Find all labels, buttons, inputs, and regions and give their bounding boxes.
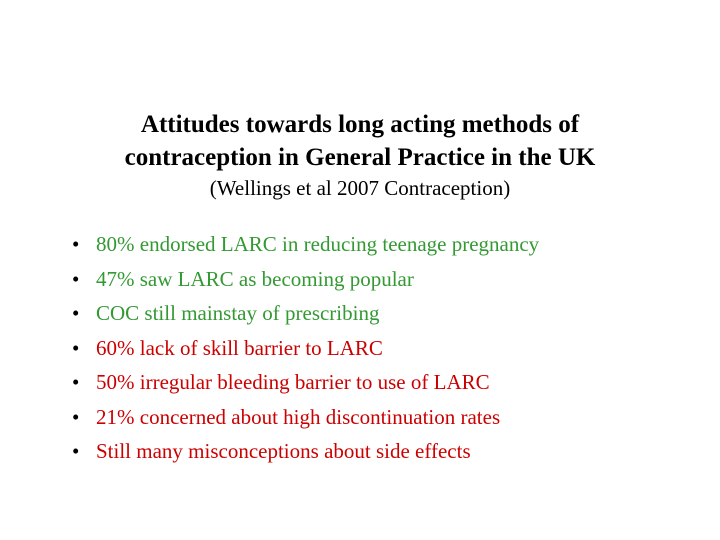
bullet-item [72, 438, 539, 473]
bullet-text: 80% endorsed LARC in reducing teenage pregnancy [96, 232, 540, 256]
bullet-item [72, 335, 539, 370]
slide-title-line-2: contraception in General Practice in the UK [124, 144, 596, 171]
bullet-list [72, 231, 539, 473]
bullet-text: 47% saw LARC as becoming popular [96, 266, 414, 291]
bullet-text: 50% irregular bleeding barrier to use of LARC [96, 370, 490, 394]
slide-title-line-1: Attitudes towards long acting methods of [140, 111, 580, 138]
bullet-marker: • [72, 439, 80, 463]
bullet-item [72, 404, 539, 439]
bullet-text: 21% concerned about high discontinuation rates [96, 404, 501, 429]
bullet-item [72, 266, 539, 301]
slide-subtitle-citation: (Wellings et al 2007 Contraception) [209, 176, 511, 200]
bullet-item [72, 231, 539, 266]
bullet-item [72, 300, 539, 335]
bullet-text: Still many misconceptions about side effects [96, 439, 471, 463]
bullet-marker: • [72, 301, 80, 325]
bullet-marker: • [72, 266, 80, 291]
bullet-marker: • [72, 404, 80, 429]
bullet-text: COC still mainstay of prescribing [96, 301, 380, 325]
bullet-marker: • [72, 370, 80, 394]
bullet-item [72, 369, 539, 404]
bullet-marker: • [72, 335, 80, 360]
bullet-text: 60% lack of skill barrier to LARC [96, 335, 383, 360]
bullet-marker: • [72, 232, 80, 256]
